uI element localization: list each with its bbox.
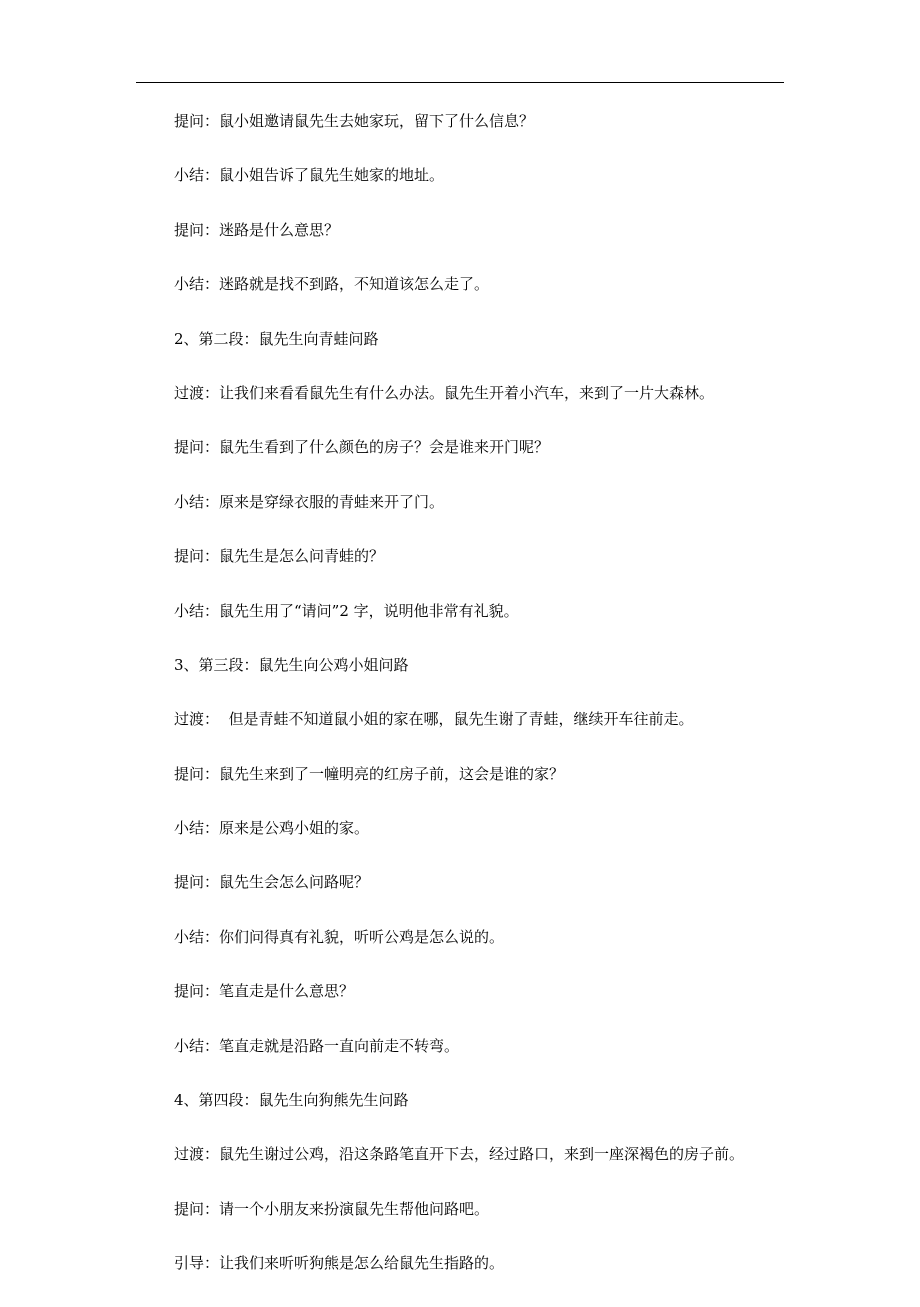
section-heading: 3、第三段：鼠先生向公鸡小姐问路 [174,655,409,674]
question-line: 提问：鼠先生看到了什么颜色的房子？会是谁来开门呢？ [174,438,550,457]
guidance-line: 引导：让我们来听听狗熊是怎么给鼠先生指路的。 [174,1254,505,1273]
question-line: 提问：笔直走是什么意思？ [174,982,355,1001]
question-line: 提问：迷路是什么意思？ [174,220,340,239]
question-line: 提问：鼠先生是怎么问青蛙的？ [174,547,385,566]
summary-line: 小结：迷路就是找不到路，不知道该怎么走了。 [174,275,490,294]
summary-line: 小结：原来是穿绿衣服的青蛙来开了门。 [174,492,445,511]
transition-line: 过渡：鼠先生谢过公鸡，沿这条路笔直开下去，经过路口，来到一座深褐色的房子前。 [174,1145,745,1164]
transition-line: 过渡：让我们来看看鼠先生有什么办法。鼠先生开着小汽车，来到了一片大森林。 [174,383,715,402]
section-heading: 2、第二段：鼠先生向青蛙问路 [174,329,379,348]
header-rule [136,82,784,83]
question-line: 提问：鼠先生会怎么问路呢？ [174,873,370,892]
document-body [174,110,794,1307]
transition-line: 过渡： 但是青蛙不知道鼠小姐的家在哪，鼠先生谢了青蛙，继续开车往前走。 [174,710,694,729]
question-line: 提问：鼠小姐邀请鼠先生去她家玩，留下了什么信息？ [174,112,535,130]
summary-line: 小结：鼠先生用了“请问”2 字，说明他非常有礼貌。 [174,601,519,620]
section-heading: 4、第四段：鼠先生向狗熊先生问路 [174,1091,409,1110]
question-line: 提问：请一个小朋友来扮演鼠先生帮他问路吧。 [174,1199,490,1218]
question-line: 提问：鼠先生来到了一幢明亮的红房子前，这会是谁的家？ [174,764,565,783]
summary-line: 小结：你们问得真有礼貌，听听公鸡是怎么说的。 [174,927,505,946]
summary-line: 小结：笔直走就是沿路一直向前走不转弯。 [174,1036,460,1055]
summary-line: 小结：鼠小姐告诉了鼠先生她家的地址。 [174,166,445,185]
summary-line: 小结：原来是公鸡小姐的家。 [174,819,370,838]
